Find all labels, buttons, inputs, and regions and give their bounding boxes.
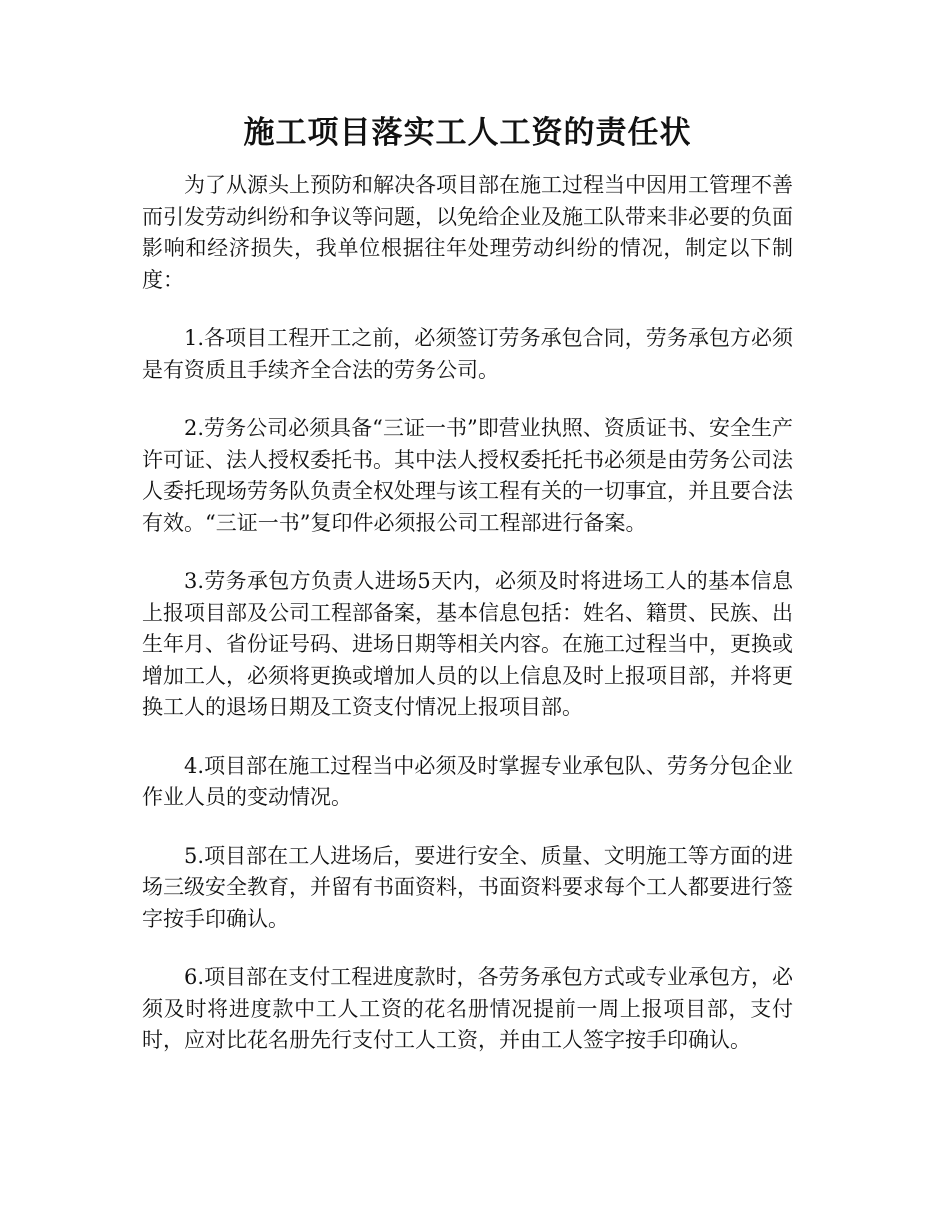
- clause-6: 6.项目部在支付工程进度款时，各劳务承包方式或专业承包方，必须及时将进度款中工人工资的花名册情况提前一周上报项目部，支付时，应对比花名册先行支付工人工资，并由工人签字按手印确认。: [142, 965, 793, 1052]
- clause-1: 1.各项目工程开工之前，必须签订劳务承包合同，劳务承包方必须是有资质且手续齐全合法的劳务公司。: [142, 326, 793, 382]
- document-body: [142, 108, 793, 1084]
- clause-4: 4.项目部在施工过程当中必须及时掌握专业承包队、劳务分包企业作业人员的变动情况。: [142, 753, 793, 809]
- clause-3: 3.劳务承包方负责人进场5天内，必须及时将进场工人的基本信息上报项目部及公司工程部备案，基本信息包括：姓名、籍贯、民族、出生年月、省份证号码、进场日期等相关内容。在施工过程当中，更换或增加工人，必须将更换或增加人员的以上信息及时上报项目部，并将更换工人的退场日期及工资支付情况上报项目部。: [142, 569, 793, 719]
- intro-paragraph: 为了从源头上预防和解决各项目部在施工过程当中因用工管理不善而引发劳动纠纷和争议等问题，以免给企业及施工队带来非必要的负面影响和经济损失，我单位根据往年处理劳动纠纷的情况，制定以下制度：: [142, 173, 793, 292]
- clause-5: 5.项目部在工人进场后，要进行安全、质量、文明施工等方面的进场三级安全教育，并留有书面资料，书面资料要求每个工人都要进行签字按手印确认。: [142, 843, 793, 931]
- clause-2: 2.劳务公司必须具备“三证一书”即营业执照、资质证书、安全生产许可证、法人授权委托书。其中法人授权委托托书必须是由劳务公司法人委托现场劳务队负责全权处理与该工程有关的一切事宜，并且要合法有效。“三证一书”复印件必须报公司工程部进行备案。: [142, 416, 793, 535]
- document-title: 施工项目落实工人工资的责任状: [243, 115, 692, 151]
